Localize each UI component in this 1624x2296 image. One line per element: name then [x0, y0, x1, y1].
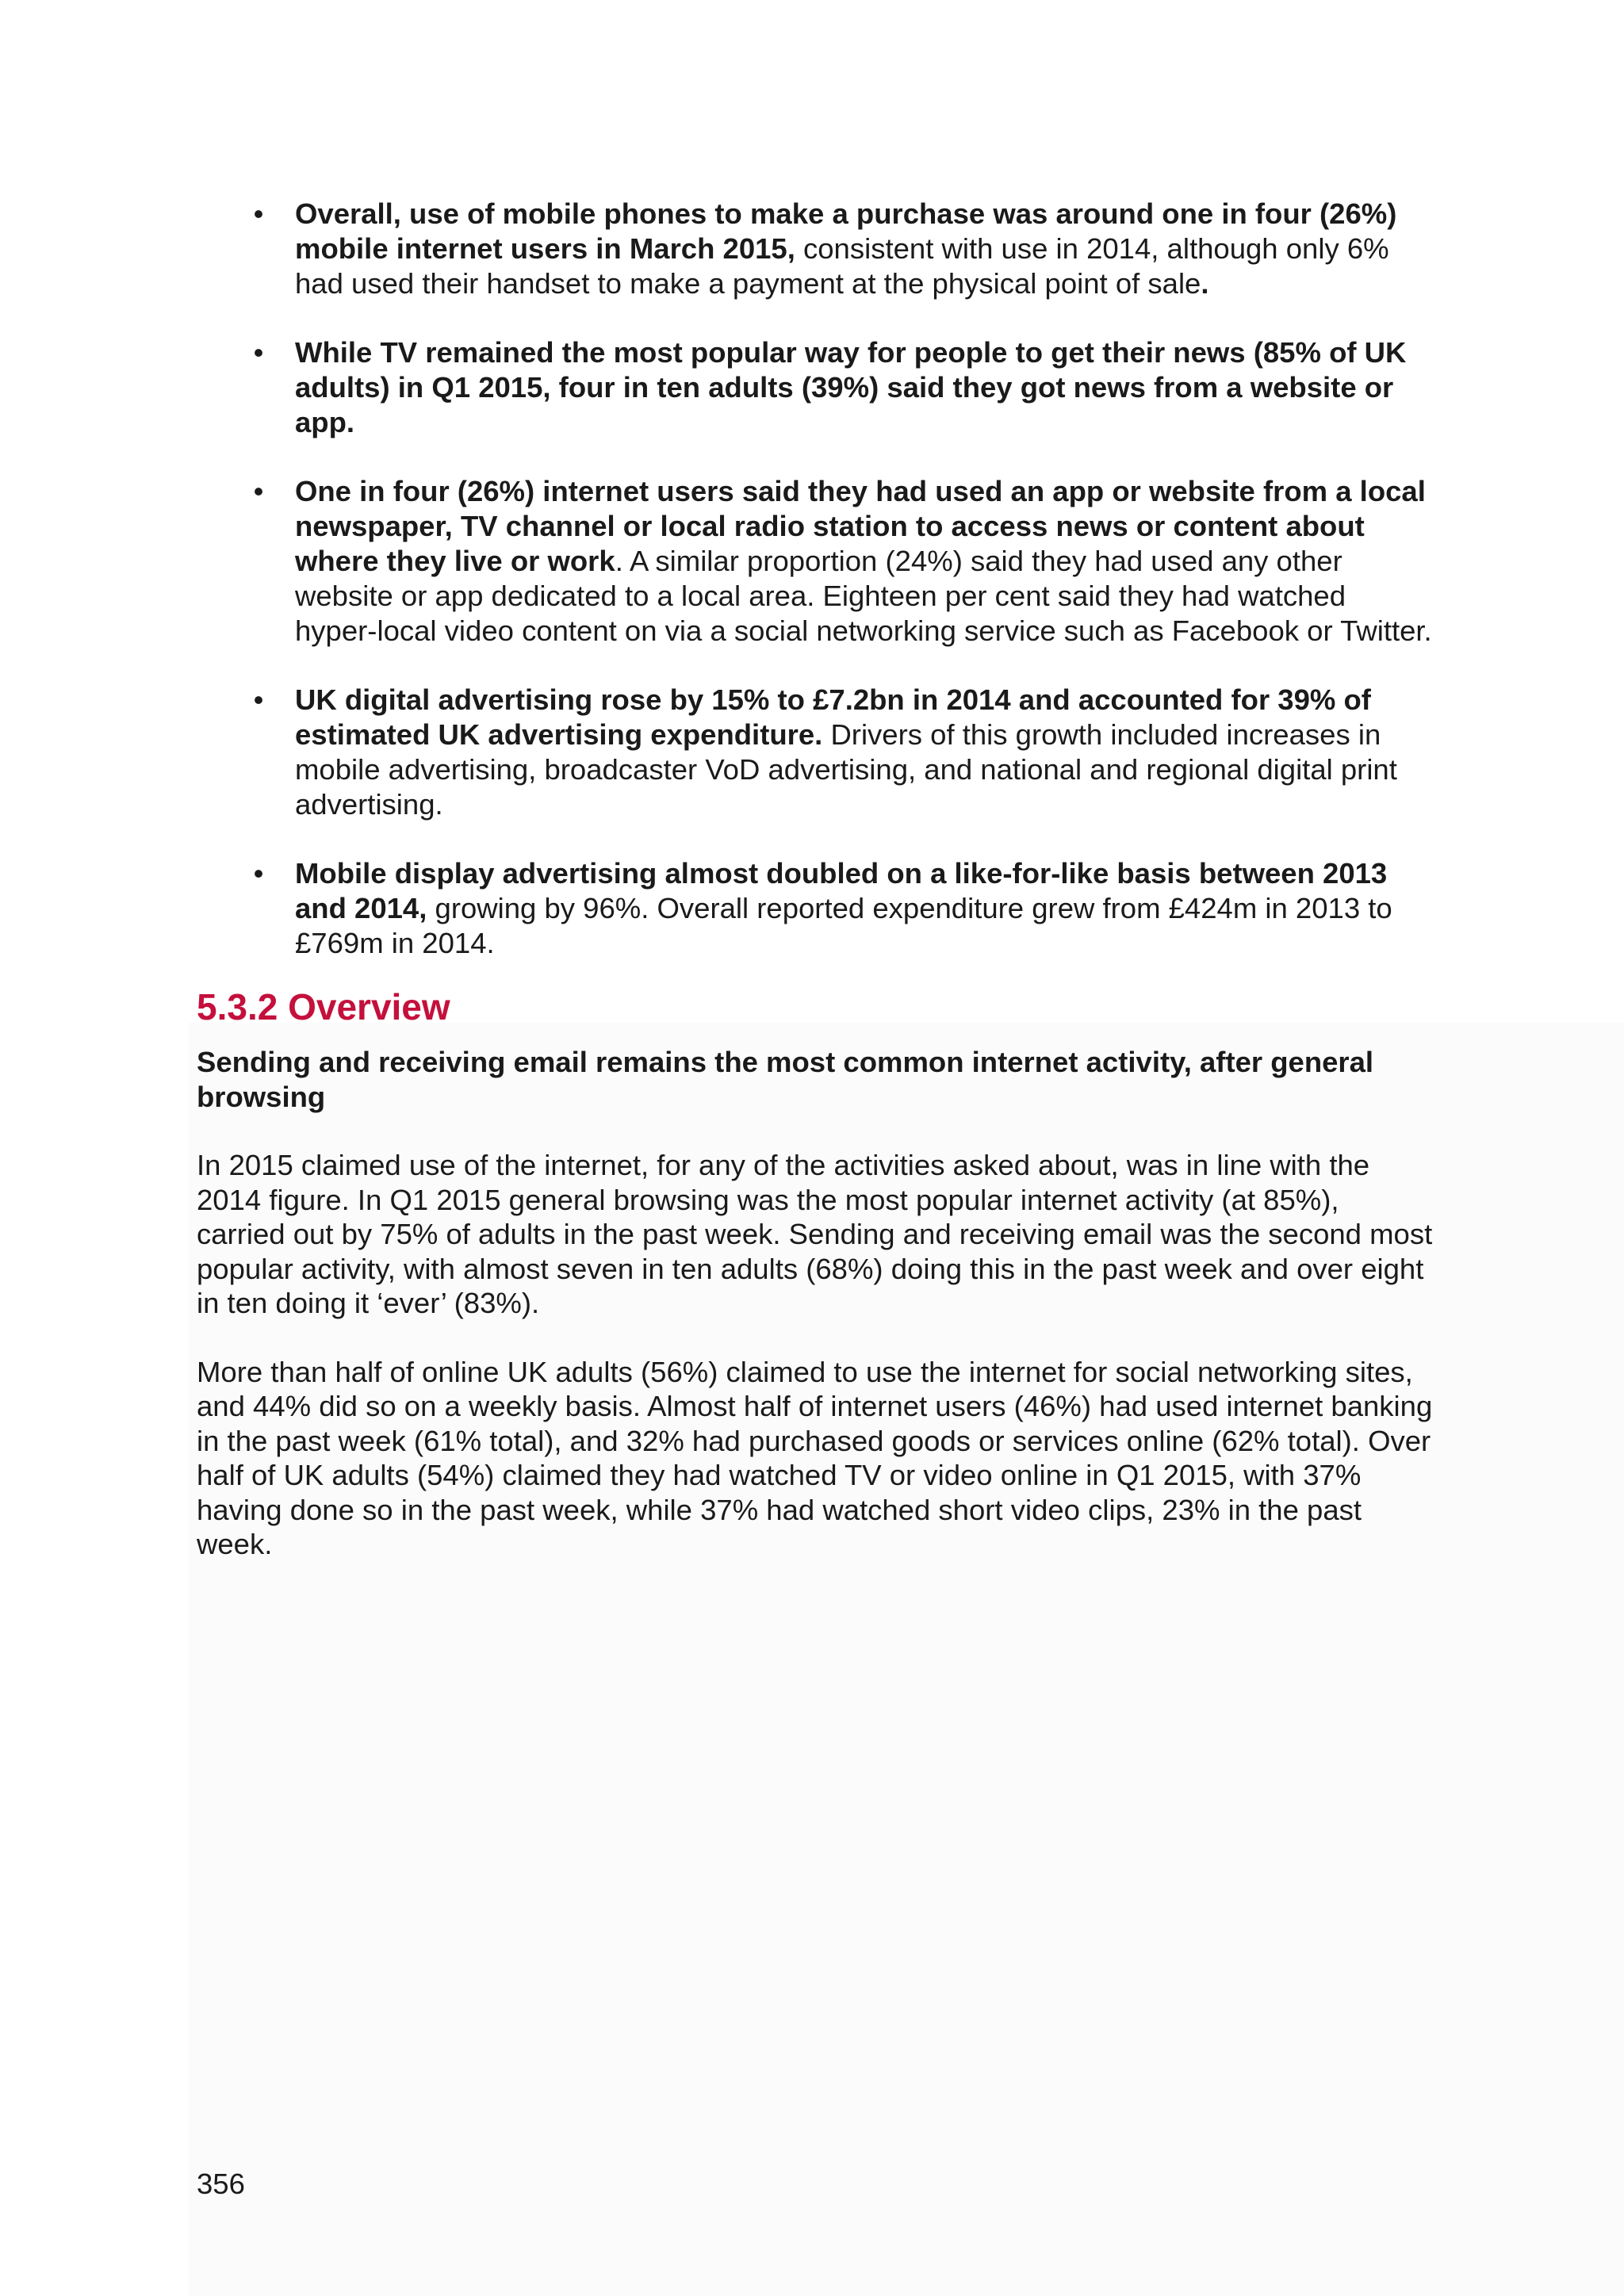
bullet-text: . A similar proportion (24%) said they had used any other website or app dedicated to a local area. Eighteen per cent said they had watched hyper-local video content on via a social networking service such as Facebook or Twitter.	[295, 545, 1432, 647]
bullet-bold-text: Mobile display advertising almost doubled on a like-for-like basis between 2013 and 2014,	[295, 857, 1388, 924]
bullet-bold-text: One in four (26%) internet users said they had used an app or website from a local newspaper, TV channel or local radio station to access news or content about where they live or work	[295, 475, 1426, 577]
bullet-icon: •	[253, 857, 264, 890]
bullet-item	[197, 197, 1434, 301]
section-heading: 5.3.2 Overview	[197, 986, 450, 1027]
bullet-item	[197, 335, 1434, 440]
body-paragraph: In 2015 claimed use of the internet, for any of the activities asked about, was in line with the 2014 figure. In Q1 2015 general browsing was the most popular internet activity (at 85%), carried out by 75% of adults in the past week. Sending and receiving email was the second most popular activity, with almost seven in ten adults (68%) doing this in the past week and over eight in ten doing it ‘ever’ (83%).	[197, 1149, 1433, 1319]
bullet-icon: •	[253, 683, 264, 716]
bullet-item	[197, 683, 1434, 822]
section-subheading: Sending and receiving email remains the most common internet activity, after general browsing	[197, 1046, 1374, 1113]
bullet-bold-text: While TV remained the most popular way for people to get their news (85% of UK adults) in Q1 2015, four in ten adults (39%) said they got news from a website or app.	[295, 336, 1407, 438]
bullet-item	[197, 856, 1434, 961]
bullet-icon: •	[253, 475, 264, 507]
bullet-item	[197, 474, 1434, 649]
bullet-list	[197, 197, 1434, 961]
bullet-icon: •	[253, 336, 264, 369]
bullet-text: consistent with use in 2014, although only 6% had used their handset to make a payment at the physical point of sale	[295, 232, 1389, 300]
bullet-icon: •	[253, 197, 264, 230]
body-paragraph: More than half of online UK adults (56%) claimed to use the internet for social networking sites, and 44% did so on a weekly basis. Almost half of internet users (46%) had used internet banking in the past week (61% total), and 32% had purchased goods or services online (62% total). Over half of UK adults (54%) claimed they had watched TV or video online in Q1 2015, with 37% having done so in the past week, while 37% had watched short video clips, 23% in the past week.	[197, 1355, 1433, 1560]
page-content	[197, 197, 1434, 1596]
bullet-text: growing by 96%. Overall reported expenditure grew from £424m in 2013 to £769m in 2014.	[295, 892, 1392, 959]
bullet-bold-suffix: .	[1201, 267, 1209, 300]
page-number: 356	[197, 2168, 245, 2200]
bullet-bold-text: Overall, use of mobile phones to make a purchase was around one in four (26%) mobile internet users in March 2015,	[295, 197, 1397, 265]
bullet-text: Drivers of this growth included increases in mobile advertising, broadcaster VoD advertising, and national and regional digital print advertising.	[295, 718, 1397, 821]
bullet-bold-text: UK digital advertising rose by 15% to £7.2bn in 2014 and accounted for 39% of estimated UK advertising expenditure.	[295, 683, 1371, 751]
